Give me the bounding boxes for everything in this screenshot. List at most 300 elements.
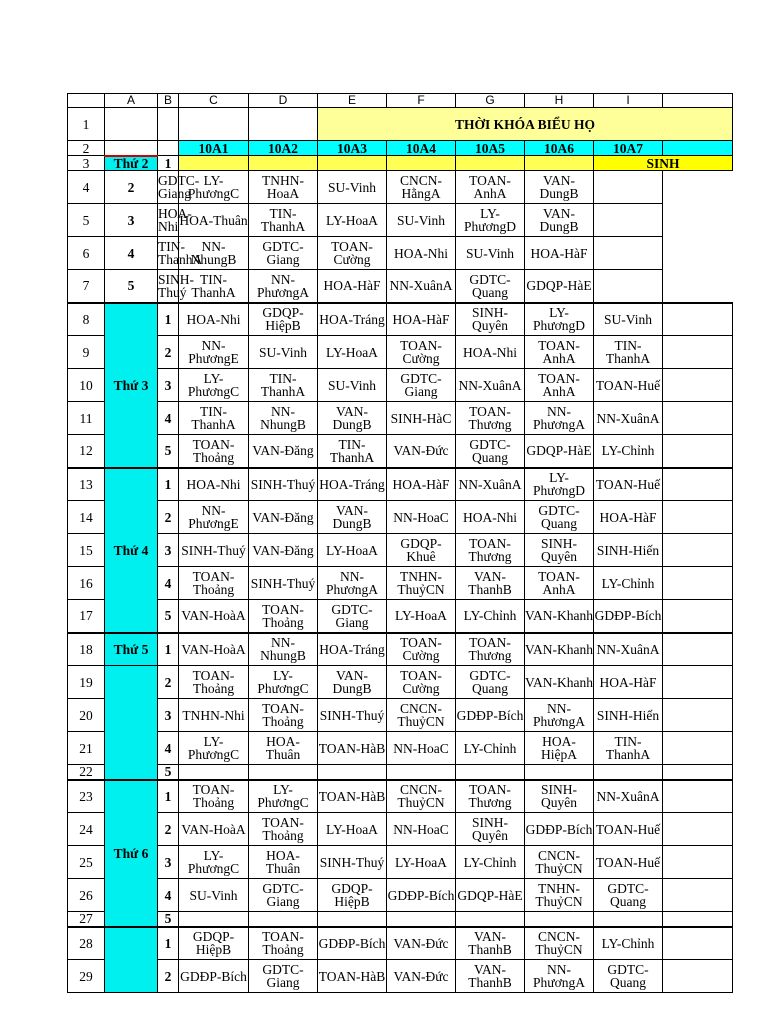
lesson-cell[interactable]: TIN-ThanhA	[318, 435, 387, 468]
cell[interactable]	[456, 156, 525, 171]
cell[interactable]	[663, 402, 733, 435]
lesson-cell[interactable]: TOAN-Huế	[594, 369, 663, 402]
lesson-cell[interactable]: NN-PhươngA	[525, 699, 594, 732]
lesson-cell[interactable]: LY-Chỉnh	[594, 435, 663, 468]
cell[interactable]	[594, 270, 663, 303]
lesson-cell[interactable]: NN-NhungB	[249, 633, 318, 666]
lesson-cell[interactable]: GDTC-Giang	[318, 600, 387, 633]
lesson-cell[interactable]: TOAN-Thương	[456, 633, 525, 666]
lesson-cell[interactable]: VAN-Đức	[387, 927, 456, 960]
lesson-cell[interactable]	[318, 912, 387, 927]
class-header[interactable]: 10A1	[179, 141, 249, 156]
period-number[interactable]: 2	[158, 813, 179, 846]
period-number[interactable]: 4	[158, 879, 179, 912]
row-header[interactable]: 4	[68, 171, 105, 204]
lesson-cell[interactable]: HOA-HàF	[318, 270, 387, 303]
lesson-cell[interactable]: GDTC-Quang	[456, 666, 525, 699]
lesson-cell[interactable]: TNHN-ThuỷCN	[387, 567, 456, 600]
lesson-cell[interactable]: TOAN-Thoảng	[179, 567, 249, 600]
lesson-cell[interactable]: VAN-Đăng	[249, 435, 318, 468]
lesson-cell[interactable]: TIN-ThanhA	[158, 237, 179, 270]
lesson-cell[interactable]: HOA-Tráng	[318, 303, 387, 336]
lesson-cell[interactable]	[179, 765, 249, 780]
lesson-cell[interactable]: LY-HoaA	[318, 336, 387, 369]
column-header-a[interactable]: A	[105, 94, 158, 108]
row-header[interactable]: 21	[68, 732, 105, 765]
column-header-f[interactable]: F	[387, 94, 456, 108]
cell[interactable]	[663, 435, 733, 468]
lesson-cell[interactable]: GDTC-Giang	[249, 960, 318, 993]
period-number[interactable]: 3	[158, 699, 179, 732]
lesson-cell[interactable]: SU-Vinh	[318, 171, 387, 204]
lesson-cell[interactable]: HOA-Nhi	[387, 237, 456, 270]
row-header[interactable]: 17	[68, 600, 105, 633]
lesson-cell[interactable]: VAN-DungB	[525, 204, 594, 237]
period-number[interactable]: 1	[158, 156, 179, 171]
period-number[interactable]: 4	[158, 567, 179, 600]
lesson-cell[interactable]: TOAN-HàB	[318, 732, 387, 765]
lesson-cell[interactable]: VAN-Đức	[387, 960, 456, 993]
lesson-cell[interactable]: VAN-DungB	[318, 666, 387, 699]
lesson-cell[interactable]: LY-Chỉnh	[594, 567, 663, 600]
day-label[interactable]: Thứ 2	[105, 156, 158, 171]
lesson-cell[interactable]: SINH-HàC	[387, 402, 456, 435]
lesson-cell[interactable]: CNCN-HằngA	[387, 171, 456, 204]
lesson-cell[interactable]: VAN-HoàA	[179, 813, 249, 846]
row-header[interactable]: 3	[68, 156, 105, 171]
cell[interactable]	[663, 600, 733, 633]
period-number[interactable]: 5	[105, 270, 158, 303]
lesson-cell[interactable]: HOA-HàF	[387, 303, 456, 336]
lesson-cell[interactable]: NN-PhươngE	[179, 501, 249, 534]
lesson-cell[interactable]: GDTC-Giang	[158, 171, 179, 204]
lesson-cell[interactable]: VAN-Khanh	[525, 666, 594, 699]
lesson-cell[interactable]: GDQP-Khuê	[387, 534, 456, 567]
column-header-b[interactable]: B	[158, 94, 179, 108]
lesson-cell[interactable]: GDĐP-Bích	[456, 699, 525, 732]
cell[interactable]	[663, 633, 733, 666]
period-number[interactable]: 3	[158, 534, 179, 567]
lesson-cell[interactable]: CNCN-ThuỷCN	[525, 927, 594, 960]
lesson-cell[interactable]: LY-PhươngC	[179, 846, 249, 879]
lesson-cell[interactable]: GDQP-HiệpB	[179, 927, 249, 960]
lesson-cell[interactable]: CNCN-ThuỷCN	[525, 846, 594, 879]
row-header[interactable]: 16	[68, 567, 105, 600]
lesson-cell[interactable]: LY-PhươngC	[249, 666, 318, 699]
lesson-cell[interactable]: LY-PhươngC	[249, 780, 318, 813]
lesson-cell[interactable]: HOA-Thuân	[249, 846, 318, 879]
lesson-cell[interactable]: VAN-DungB	[318, 402, 387, 435]
row-header[interactable]: 8	[68, 303, 105, 336]
lesson-cell[interactable]	[594, 765, 663, 780]
lesson-cell[interactable]: NN-PhươngE	[179, 336, 249, 369]
class-header[interactable]: 10A4	[387, 141, 456, 156]
day-cell[interactable]	[105, 927, 158, 993]
lesson-cell[interactable]: TIN-ThanhA	[594, 336, 663, 369]
lesson-cell[interactable]: LY-Chỉnh	[456, 846, 525, 879]
cell[interactable]	[663, 534, 733, 567]
lesson-cell[interactable]: TOAN-Thoảng	[249, 927, 318, 960]
lesson-cell[interactable]: TIN-ThanhA	[249, 204, 318, 237]
lesson-cell[interactable]: TOAN-Cường	[387, 336, 456, 369]
lesson-cell[interactable]: GDĐP-Bích	[525, 813, 594, 846]
cell[interactable]	[594, 171, 663, 204]
lesson-cell[interactable]: HOA-Nhi	[179, 303, 249, 336]
lesson-cell[interactable]: HOA-Thuân	[179, 204, 249, 237]
lesson-cell[interactable]: TOAN-Thương	[456, 780, 525, 813]
lesson-cell[interactable]: TIN-ThanhA	[179, 270, 249, 303]
lesson-cell[interactable]: GDTC-Giang	[387, 369, 456, 402]
period-number[interactable]: 3	[158, 369, 179, 402]
lesson-cell[interactable]: NN-XuânA	[456, 369, 525, 402]
lesson-cell[interactable]: SINH-Hiến	[594, 699, 663, 732]
lesson-cell[interactable]: GDTC-Quang	[525, 501, 594, 534]
lesson-cell[interactable]: LY-Chỉnh	[456, 600, 525, 633]
cell[interactable]	[594, 237, 663, 270]
day-cell[interactable]	[105, 666, 158, 780]
lesson-cell[interactable]: TOAN-Thoảng	[249, 600, 318, 633]
row-header[interactable]: 15	[68, 534, 105, 567]
lesson-cell[interactable]	[249, 765, 318, 780]
cell[interactable]	[663, 912, 733, 927]
lesson-cell[interactable]: LY-PhươngD	[525, 468, 594, 501]
lesson-cell[interactable]: TOAN-AnhA	[525, 336, 594, 369]
lesson-cell[interactable]: TIN-ThanhA	[249, 369, 318, 402]
class-header[interactable]: 10A5	[456, 141, 525, 156]
lesson-cell[interactable]: NN-XuânA	[594, 633, 663, 666]
lesson-cell[interactable]: VAN-Đức	[387, 435, 456, 468]
lesson-cell[interactable]: NN-NhungB	[179, 237, 249, 270]
lesson-cell[interactable]: TOAN-Thương	[456, 402, 525, 435]
lesson-cell[interactable]: NN-NhungB	[249, 402, 318, 435]
period-number[interactable]: 1	[158, 303, 179, 336]
lesson-cell[interactable]: LY-HoaA	[318, 204, 387, 237]
cell[interactable]	[663, 927, 733, 960]
row-header[interactable]: 26	[68, 879, 105, 912]
lesson-cell[interactable]: HOA-HiệpA	[525, 732, 594, 765]
lesson-cell[interactable]: LY-Chỉnh	[594, 927, 663, 960]
lesson-cell[interactable]: LY-PhươngC	[179, 171, 249, 204]
period-number[interactable]: 5	[158, 600, 179, 633]
column-header-e[interactable]: E	[318, 94, 387, 108]
row-header[interactable]: 20	[68, 699, 105, 732]
lesson-cell[interactable]: TOAN-Thoảng	[179, 780, 249, 813]
lesson-cell[interactable]: GDTC-Quang	[456, 435, 525, 468]
row-header[interactable]: 27	[68, 912, 105, 927]
lesson-cell[interactable]: SINH-Thuý	[179, 534, 249, 567]
lesson-cell[interactable]: CNCN-ThuỷCN	[387, 699, 456, 732]
lesson-cell[interactable]	[249, 912, 318, 927]
class-header[interactable]: 10A2	[249, 141, 318, 156]
lesson-cell[interactable]: TOAN-AnhA	[525, 567, 594, 600]
lesson-cell[interactable]: HOA-Nhi	[456, 501, 525, 534]
lesson-cell[interactable]: TOAN-AnhA	[456, 171, 525, 204]
row-header[interactable]: 22	[68, 765, 105, 780]
row-header[interactable]: 25	[68, 846, 105, 879]
lesson-cell[interactable]: NN-PhươngA	[318, 567, 387, 600]
lesson-cell[interactable]: GDQP-HiệpB	[249, 303, 318, 336]
cell[interactable]	[105, 108, 158, 141]
lesson-cell[interactable]: HOA-Thuân	[249, 732, 318, 765]
cell[interactable]	[525, 156, 594, 171]
period-number[interactable]: 5	[158, 912, 179, 927]
lesson-cell[interactable]	[387, 765, 456, 780]
lesson-cell[interactable]: SINH-Thuý	[249, 567, 318, 600]
sinh-label[interactable]: SINH	[594, 156, 733, 171]
lesson-cell[interactable]: HOA-Nhi	[158, 204, 179, 237]
cell[interactable]	[663, 666, 733, 699]
lesson-cell[interactable]: LY-PhươngC	[179, 732, 249, 765]
lesson-cell[interactable]: VAN-DungB	[525, 171, 594, 204]
lesson-cell[interactable]: HOA-Tráng	[318, 468, 387, 501]
cell[interactable]	[663, 765, 733, 780]
timetable-title[interactable]: THỜI KHÓA BIỂU HỌ	[318, 108, 733, 141]
lesson-cell[interactable]: SU-Vinh	[456, 237, 525, 270]
lesson-cell[interactable]: TOAN-Huế	[594, 813, 663, 846]
lesson-cell[interactable]: GDTC-Giang	[249, 879, 318, 912]
lesson-cell[interactable]: VAN-Khanh	[525, 633, 594, 666]
period-number[interactable]: 3	[105, 204, 158, 237]
row-header[interactable]: 10	[68, 369, 105, 402]
lesson-cell[interactable]: LY-HoaA	[318, 534, 387, 567]
lesson-cell[interactable]: LY-Chỉnh	[456, 732, 525, 765]
lesson-cell[interactable]: HOA-HàF	[387, 468, 456, 501]
lesson-cell[interactable]: SU-Vinh	[387, 204, 456, 237]
lesson-cell[interactable]: HOA-HàF	[525, 237, 594, 270]
lesson-cell[interactable]: SINH-Quyên	[525, 780, 594, 813]
lesson-cell[interactable]: GDTC-Quang	[456, 270, 525, 303]
lesson-cell[interactable]: LY-HoaA	[387, 846, 456, 879]
lesson-cell[interactable]	[525, 765, 594, 780]
lesson-cell[interactable]	[318, 765, 387, 780]
lesson-cell[interactable]	[179, 912, 249, 927]
lesson-cell[interactable]: GDQP-HiệpB	[318, 879, 387, 912]
lesson-cell[interactable]: VAN-ThanhB	[456, 960, 525, 993]
lesson-cell[interactable]: GDTC-Quang	[594, 960, 663, 993]
lesson-cell[interactable]: SINH-Hiến	[594, 534, 663, 567]
cell[interactable]	[318, 156, 387, 171]
lesson-cell[interactable]: LY-HoaA	[387, 600, 456, 633]
lesson-cell[interactable]: SU-Vinh	[179, 879, 249, 912]
lesson-cell[interactable]: NN-HoaC	[387, 732, 456, 765]
lesson-cell[interactable]: GDQP-HàE	[456, 879, 525, 912]
lesson-cell[interactable]: GDQP-HàE	[525, 270, 594, 303]
period-number[interactable]: 1	[158, 780, 179, 813]
period-number[interactable]: 2	[158, 336, 179, 369]
lesson-cell[interactable]: GDQP-HàE	[525, 435, 594, 468]
row-header[interactable]: 19	[68, 666, 105, 699]
day-label[interactable]: Thứ 4	[105, 468, 158, 633]
period-number[interactable]: 1	[158, 468, 179, 501]
period-number[interactable]: 1	[158, 927, 179, 960]
class-header[interactable]: 10A6	[525, 141, 594, 156]
class-header[interactable]: 10A7	[594, 141, 663, 156]
lesson-cell[interactable]	[456, 912, 525, 927]
column-header-g[interactable]: G	[456, 94, 525, 108]
row-header[interactable]: 7	[68, 270, 105, 303]
cell[interactable]	[663, 879, 733, 912]
lesson-cell[interactable]	[525, 912, 594, 927]
lesson-cell[interactable]: TOAN-Thoảng	[179, 666, 249, 699]
row-header[interactable]: 11	[68, 402, 105, 435]
lesson-cell[interactable]: GDĐP-Bích	[179, 960, 249, 993]
lesson-cell[interactable]: TOAN-Huế	[594, 468, 663, 501]
lesson-cell[interactable]: TIN-ThanhA	[594, 732, 663, 765]
lesson-cell[interactable]: TOAN-Huế	[594, 846, 663, 879]
lesson-cell[interactable]: VAN-Đăng	[249, 534, 318, 567]
column-header-i[interactable]: I	[594, 94, 663, 108]
cell[interactable]	[663, 141, 733, 156]
row-header[interactable]: 12	[68, 435, 105, 468]
row-header[interactable]: 13	[68, 468, 105, 501]
lesson-cell[interactable]: TOAN-AnhA	[525, 369, 594, 402]
lesson-cell[interactable]: LY-PhươngC	[179, 369, 249, 402]
period-number[interactable]: 2	[105, 171, 158, 204]
lesson-cell[interactable]: TOAN-Cường	[318, 237, 387, 270]
cell[interactable]	[663, 501, 733, 534]
row-header[interactable]: 14	[68, 501, 105, 534]
row-header[interactable]: 24	[68, 813, 105, 846]
lesson-cell[interactable]: SINH-Thuý	[318, 699, 387, 732]
period-number[interactable]: 2	[158, 666, 179, 699]
lesson-cell[interactable]: HOA-Nhi	[179, 468, 249, 501]
lesson-cell[interactable]: GDĐP-Bích	[318, 927, 387, 960]
period-number[interactable]: 4	[158, 732, 179, 765]
cell[interactable]	[663, 303, 733, 336]
row-header[interactable]: 6	[68, 237, 105, 270]
lesson-cell[interactable]: NN-XuânA	[387, 270, 456, 303]
lesson-cell[interactable]: VAN-HoàA	[179, 600, 249, 633]
lesson-cell[interactable]	[456, 765, 525, 780]
lesson-cell[interactable]: TOAN-Cường	[387, 666, 456, 699]
row-header[interactable]: 9	[68, 336, 105, 369]
lesson-cell[interactable]: LY-PhươngD	[456, 204, 525, 237]
lesson-cell[interactable]: TNHN-HoaA	[249, 171, 318, 204]
lesson-cell[interactable]: SU-Vinh	[594, 303, 663, 336]
lesson-cell[interactable]: GDTC-Quang	[594, 879, 663, 912]
lesson-cell[interactable]: GDĐP-Bích	[594, 600, 663, 633]
day-label[interactable]: Thứ 6	[105, 780, 158, 927]
cell[interactable]	[179, 108, 249, 141]
lesson-cell[interactable]: GDTC-Giang	[249, 237, 318, 270]
class-header[interactable]: 10A3	[318, 141, 387, 156]
lesson-cell[interactable]: HOA-HàF	[594, 666, 663, 699]
cell[interactable]	[663, 336, 733, 369]
column-header-d[interactable]: D	[249, 94, 318, 108]
lesson-cell[interactable]	[387, 912, 456, 927]
period-number[interactable]: 5	[158, 765, 179, 780]
period-number[interactable]: 3	[158, 846, 179, 879]
lesson-cell[interactable]: TOAN-HàB	[318, 960, 387, 993]
lesson-cell[interactable]: NN-PhươngA	[525, 402, 594, 435]
lesson-cell[interactable]: SINH-Thuý	[158, 270, 179, 303]
row-header[interactable]: 2	[68, 141, 105, 156]
column-header-c[interactable]: C	[179, 94, 249, 108]
lesson-cell[interactable]: SINH-Quyên	[456, 813, 525, 846]
lesson-cell[interactable]: SU-Vinh	[249, 336, 318, 369]
cell[interactable]	[158, 108, 179, 141]
lesson-cell[interactable]: TOAN-Thoảng	[249, 813, 318, 846]
row-header[interactable]: 1	[68, 108, 105, 141]
row-header[interactable]: 23	[68, 780, 105, 813]
cell[interactable]	[663, 699, 733, 732]
cell[interactable]	[594, 204, 663, 237]
cell[interactable]	[663, 813, 733, 846]
lesson-cell[interactable]: TNHN-Nhi	[179, 699, 249, 732]
column-header-h[interactable]: H	[525, 94, 594, 108]
lesson-cell[interactable]: SINH-Thuý	[318, 846, 387, 879]
day-label[interactable]: Thứ 3	[105, 303, 158, 468]
corner-cell[interactable]	[68, 94, 105, 108]
lesson-cell[interactable]: VAN-Đăng	[249, 501, 318, 534]
cell[interactable]	[663, 960, 733, 993]
lesson-cell[interactable]: TOAN-HàB	[318, 780, 387, 813]
cell[interactable]	[663, 732, 733, 765]
lesson-cell[interactable]: NN-XuânA	[456, 468, 525, 501]
lesson-cell[interactable]: TIN-ThanhA	[179, 402, 249, 435]
lesson-cell[interactable]: CNCN-ThuỷCN	[387, 780, 456, 813]
row-header[interactable]: 5	[68, 204, 105, 237]
lesson-cell[interactable]: VAN-Khanh	[525, 600, 594, 633]
cell[interactable]	[663, 846, 733, 879]
period-number[interactable]: 1	[158, 633, 179, 666]
lesson-cell[interactable]: TOAN-Cường	[387, 633, 456, 666]
row-header[interactable]: 28	[68, 927, 105, 960]
cell[interactable]	[663, 369, 733, 402]
lesson-cell[interactable]: NN-HoaC	[387, 813, 456, 846]
lesson-cell[interactable]: NN-HoaC	[387, 501, 456, 534]
lesson-cell[interactable]	[594, 912, 663, 927]
day-label[interactable]: Thứ 5	[105, 633, 158, 666]
lesson-cell[interactable]: SU-Vinh	[318, 369, 387, 402]
cell[interactable]	[105, 141, 158, 156]
row-header[interactable]: 18	[68, 633, 105, 666]
lesson-cell[interactable]: TOAN-Thương	[456, 534, 525, 567]
lesson-cell[interactable]: LY-HoaA	[318, 813, 387, 846]
lesson-cell[interactable]: LY-PhươngD	[525, 303, 594, 336]
cell[interactable]	[179, 156, 249, 171]
lesson-cell[interactable]: TOAN-Thoảng	[249, 699, 318, 732]
cell[interactable]	[249, 156, 318, 171]
lesson-cell[interactable]: VAN-ThanhB	[456, 927, 525, 960]
lesson-cell[interactable]: SINH-Quyên	[525, 534, 594, 567]
lesson-cell[interactable]: GDĐP-Bích	[387, 879, 456, 912]
lesson-cell[interactable]: SINH-Quyên	[456, 303, 525, 336]
lesson-cell[interactable]: VAN-ThanhB	[456, 567, 525, 600]
cell[interactable]	[663, 567, 733, 600]
period-number[interactable]: 2	[158, 501, 179, 534]
lesson-cell[interactable]: HOA-Tráng	[318, 633, 387, 666]
lesson-cell[interactable]: NN-XuânA	[594, 780, 663, 813]
cell[interactable]	[249, 108, 318, 141]
cell[interactable]	[663, 780, 733, 813]
lesson-cell[interactable]: NN-XuânA	[594, 402, 663, 435]
lesson-cell[interactable]: HOA-HàF	[594, 501, 663, 534]
cell[interactable]	[663, 468, 733, 501]
lesson-cell[interactable]: NN-PhươngA	[525, 960, 594, 993]
lesson-cell[interactable]: VAN-HoàA	[179, 633, 249, 666]
period-number[interactable]: 2	[158, 960, 179, 993]
cell[interactable]	[387, 156, 456, 171]
period-number[interactable]: 4	[105, 237, 158, 270]
column-header-j[interactable]	[663, 94, 733, 108]
lesson-cell[interactable]: HOA-Nhi	[456, 336, 525, 369]
row-header[interactable]: 29	[68, 960, 105, 993]
lesson-cell[interactable]: TOAN-Thoảng	[179, 435, 249, 468]
lesson-cell[interactable]: NN-PhươngA	[249, 270, 318, 303]
cell[interactable]	[158, 141, 179, 156]
lesson-cell[interactable]: TNHN-ThuỷCN	[525, 879, 594, 912]
